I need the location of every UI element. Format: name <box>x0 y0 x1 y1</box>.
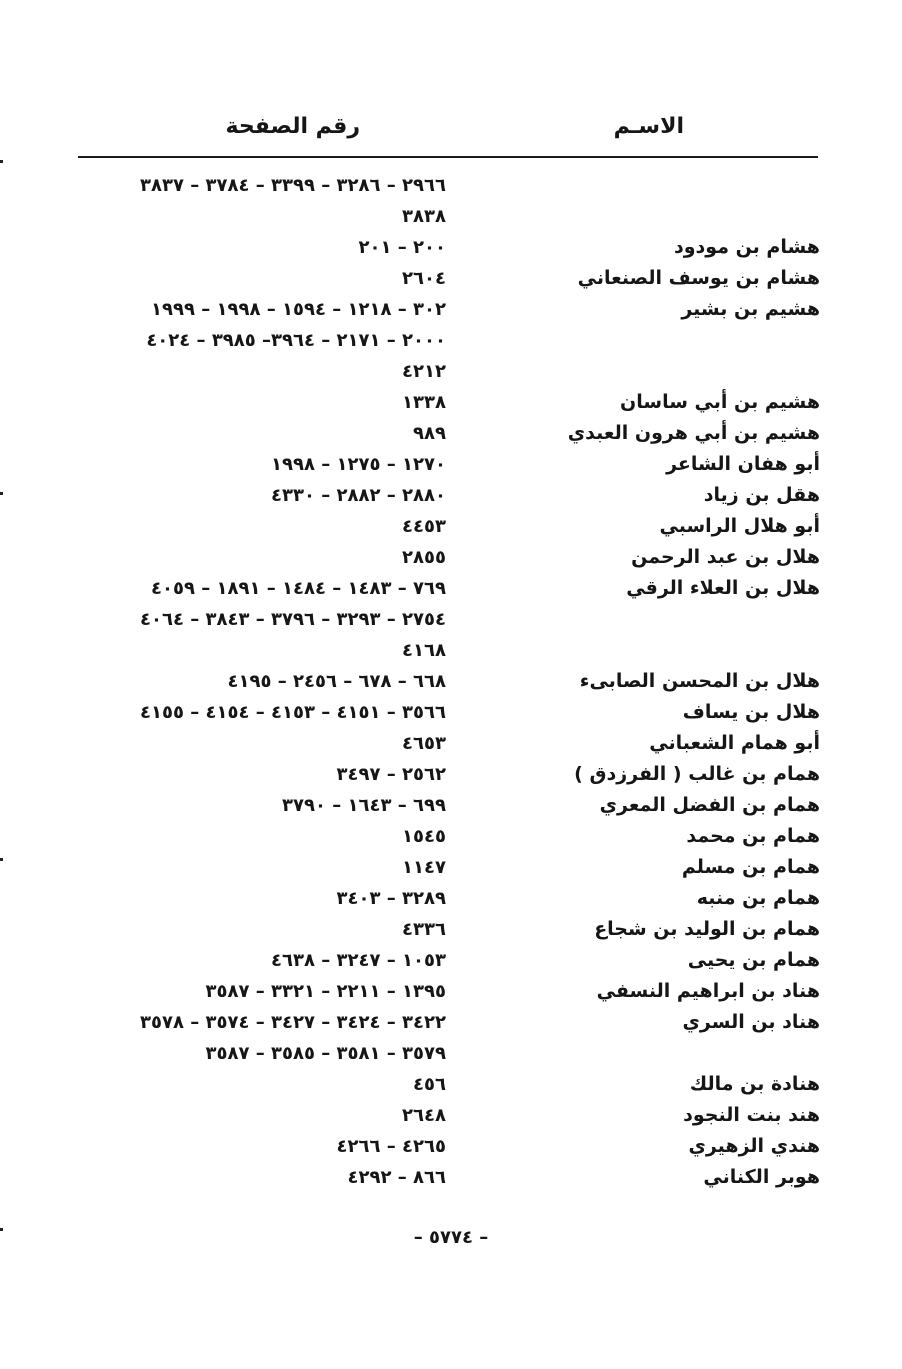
entry-pages: ٣٥٧٩ – ٣٥٨١ – ٣٥٨٥ – ٣٥٨٧ <box>205 1043 446 1064</box>
index-row <box>0 201 902 232</box>
entry-name: هشام بن يوسف الصنعاني <box>577 267 820 289</box>
entry-name: همام بن غالب ( الفرزدق ) <box>574 763 820 785</box>
entry-pages: ٩٨٩ <box>413 423 446 444</box>
entry-pages: ٢٨٨٠ – ٢٨٨٢ – ٤٣٣٠ <box>271 485 446 506</box>
entry-name <box>480 201 820 232</box>
name-column-header: الاسـم <box>613 114 684 139</box>
index-row <box>0 635 902 666</box>
entry-name: هشيم بن بشير <box>681 298 820 320</box>
index-row <box>0 666 902 697</box>
index-row <box>0 914 902 945</box>
entry-name: أبو همام الشعباني <box>649 732 820 754</box>
index-row <box>0 821 902 852</box>
entry-pages: ٦٩٩ – ١٦٤٣ – ٣٧٩٠ <box>282 795 446 816</box>
entry-name: هناد بن السري <box>682 1011 820 1033</box>
entry-name: هقل بن زياد <box>703 484 820 506</box>
entry-name: همام بن يحيى <box>687 949 820 971</box>
entry-name <box>480 170 820 201</box>
entry-name: أبو هفان الشاعر <box>666 453 820 475</box>
page-number-column-header: رقم الصفحة <box>225 114 360 139</box>
header-rule <box>78 156 818 158</box>
entry-name: هلال بن المحسن الصابىء <box>579 670 820 692</box>
index-row <box>0 511 902 542</box>
entry-name: أبو هلال الراسبي <box>659 515 820 537</box>
entry-pages: ٧٦٩ – ١٤٨٣ – ١٤٨٤ – ١٨٩١ – ٤٠٥٩ <box>151 578 446 599</box>
index-row <box>0 325 902 356</box>
entry-pages: ٤٣٣٦ <box>402 919 446 940</box>
entry-pages: ٤١٦٨ <box>402 640 446 661</box>
entry-pages: ١٠٥٣ – ٣٢٤٧ – ٤٦٣٨ <box>271 950 446 971</box>
index-row <box>0 542 902 573</box>
entry-name <box>480 635 820 666</box>
index-row <box>0 1162 902 1193</box>
entry-pages: ٦٦٨ – ٦٧٨ – ٢٤٥٦ – ٤١٩٥ <box>227 671 446 692</box>
index-row <box>0 883 902 914</box>
index-row <box>0 170 902 201</box>
index-row <box>0 759 902 790</box>
entry-pages: ٣٠٢ – ١٢١٨ – ١٥٩٤ – ١٩٩٨ – ١٩٩٩ <box>151 299 446 320</box>
index-row <box>0 604 902 635</box>
index-row <box>0 728 902 759</box>
entry-pages: ٢٩٦٦ – ٣٢٨٦ – ٣٣٩٩ – ٣٧٨٤ – ٣٨٣٧ <box>140 175 446 196</box>
entry-pages: ٤٦٥٣ <box>402 733 446 754</box>
scan-speck <box>0 858 3 861</box>
entry-name: هوبر الكناني <box>703 1166 820 1188</box>
entry-name: همام بن مسلم <box>681 856 820 878</box>
index-row <box>0 852 902 883</box>
index-row <box>0 232 902 263</box>
entry-name <box>480 356 820 387</box>
entry-name <box>480 1038 820 1069</box>
index-row <box>0 263 902 294</box>
page-folio: – ٥٧٧٤ – <box>413 1227 489 1248</box>
index-row <box>0 449 902 480</box>
entry-name: هندي الزهيري <box>688 1135 820 1157</box>
index-row <box>0 294 902 325</box>
entry-name: هشيم بن أبي ساسان <box>620 391 820 413</box>
entry-pages: ٢٦٤٨ <box>402 1105 446 1126</box>
index-row <box>0 387 902 418</box>
index-row <box>0 1038 902 1069</box>
entry-pages: ١١٤٧ <box>402 857 446 878</box>
index-row <box>0 480 902 511</box>
entry-pages: ٤٢١٢ <box>402 361 446 382</box>
entry-pages: ٣٤٢٢ – ٣٤٢٤ – ٣٤٢٧ – ٣٥٧٤ – ٣٥٧٨ <box>140 1012 446 1033</box>
index-row <box>0 418 902 449</box>
entry-name: هنادة بن مالك <box>689 1073 820 1095</box>
entry-pages: ١٥٤٥ <box>402 826 446 847</box>
entry-pages: ١٣٣٨ <box>402 392 446 413</box>
entry-name: هلال بن يساف <box>682 701 820 723</box>
entry-pages: ٤٥٦ <box>413 1074 446 1095</box>
entry-name: هشيم بن أبي هرون العبدي <box>567 422 820 444</box>
entry-pages: ٣٥٦٦ – ٤١٥١ – ٤١٥٣ – ٤١٥٤ – ٤١٥٥ <box>140 702 446 723</box>
index-row <box>0 356 902 387</box>
index-rows <box>0 170 902 1193</box>
entry-pages: ٤٤٥٣ <box>402 516 446 537</box>
entry-pages: ٢٠٠ – ٢٠١ <box>358 237 446 258</box>
entry-name: همام بن الوليد بن شجاع <box>594 918 820 940</box>
entry-pages: ١٢٧٠ – ١٢٧٥ – ١٩٩٨ <box>271 454 446 475</box>
entry-pages: ٣٢٨٩ – ٣٤٠٣ <box>336 888 446 909</box>
entry-pages: ٤٢٦٥ – ٤٢٦٦ <box>336 1136 446 1157</box>
entry-pages: ٢٨٥٥ <box>402 547 446 568</box>
entry-name <box>480 604 820 635</box>
entry-name: همام بن الفضل المعري <box>599 794 820 816</box>
entry-pages: ٢٧٥٤ – ٣٢٩٣ – ٣٧٩٦ – ٣٨٤٣ – ٤٠٦٤ <box>140 609 446 630</box>
index-row <box>0 697 902 728</box>
entry-pages: ٨٦٦ – ٤٢٩٢ <box>347 1167 446 1188</box>
entry-name: هناد بن ابراهيم النسفي <box>596 980 820 1002</box>
scan-speck <box>0 1228 3 1231</box>
index-row <box>0 1069 902 1100</box>
scan-speck <box>0 492 3 495</box>
entry-name: هند بنت النجود <box>683 1104 820 1126</box>
index-row <box>0 1100 902 1131</box>
entry-name <box>480 325 820 356</box>
index-row <box>0 573 902 604</box>
entry-name: هشام بن مودود <box>673 236 820 258</box>
entry-pages: ١٣٩٥ – ٢٢١١ – ٣٣٢١ – ٣٥٨٧ <box>205 981 446 1002</box>
index-row <box>0 976 902 1007</box>
entry-pages: ٢٥٦٢ – ٣٤٩٧ <box>336 764 446 785</box>
scan-speck <box>0 160 3 163</box>
entry-name: هلال بن عبد الرحمن <box>631 546 820 568</box>
index-row <box>0 945 902 976</box>
index-row <box>0 1007 902 1038</box>
entry-name: هلال بن العلاء الرقي <box>626 577 820 599</box>
index-row <box>0 790 902 821</box>
entry-name: همام بن منبه <box>696 887 820 909</box>
entry-name: همام بن محمد <box>686 825 820 847</box>
entry-pages: ٢٦٠٤ <box>402 268 446 289</box>
index-row <box>0 1131 902 1162</box>
entry-pages: ٣٨٣٨ <box>402 206 446 227</box>
entry-pages: ٢٠٠٠ – ٢١٧١ – ٣٩٦٤– ٣٩٨٥ – ٤٠٢٤ <box>146 330 446 351</box>
